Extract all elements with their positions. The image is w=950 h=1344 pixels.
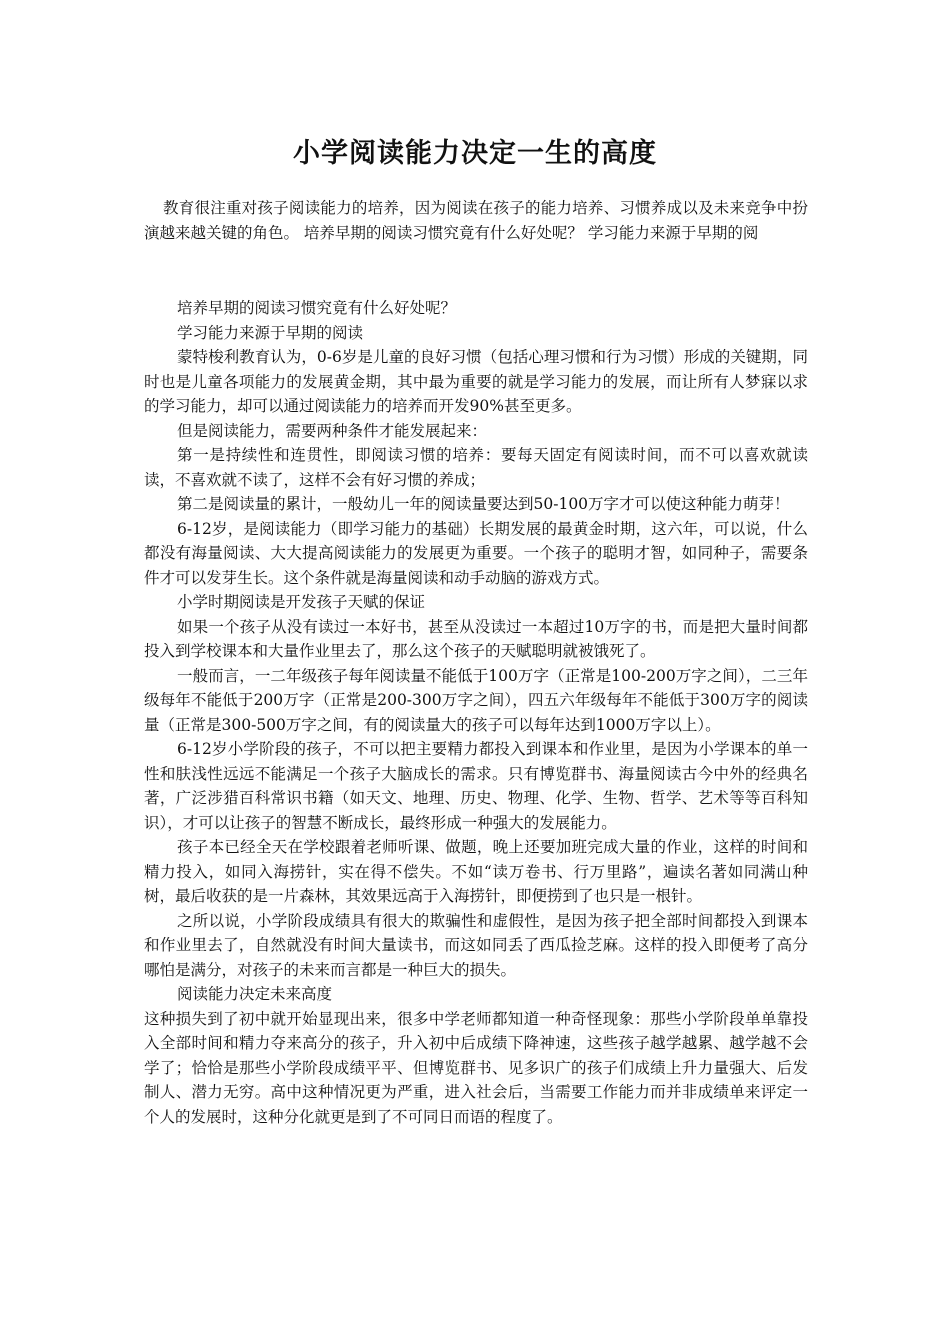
intro-paragraph: 教育很注重对孩子阅读能力的培养，因为阅读在孩子的能力培养、习惯养成以及未来竞争中扮演越来越关键的角色。 培养早期的阅读习惯究竟有什么好处呢？ 学习能力来源于早期的阅	[144, 199, 808, 242]
paragraph: 第一是持续性和连贯性，即阅读习惯的培养：要每天固定有阅读时间，而不可以喜欢就读读，不喜欢就不读了，这样不会有好习惯的养成；	[144, 446, 808, 489]
section-heading: 阅读能力决定未来高度	[177, 985, 333, 1003]
paragraph: 之所以说，小学阶段成绩具有很大的欺骗性和虚假性，是因为孩子把全部时间都投入到课本和作业里去了，自然就没有时间大量读书，而这如同丢了西瓜捡芝麻。这样的投入即便考了高分哪怕是满分，对孩子的未来而言都是一种巨大的损失。	[144, 911, 808, 979]
paragraph: 小学时期阅读是开发孩子天赋的保证	[177, 593, 426, 611]
paragraph: 但是阅读能力，需要两种条件才能发展起来：	[177, 421, 488, 440]
document-title: 小学阅读能力决定一生的高度	[293, 138, 657, 169]
paragraph: 6-12岁，是阅读能力（即学习能力的基础）长期发展的最黄金时期，这六年，可以说，什么都没有海量阅读、大大提高阅读能力的发展更为重要。一个孩子的聪明才智，如同种子，需要条件才可以发芽生长。这个条件就是海量阅读和动手动脑的游戏方式。	[144, 519, 808, 587]
paragraph: 如果一个孩子从没有读过一本好书，甚至从没读过一本超过10万字的书，而是把大量时间都投入到学校课本和大量作业里去了，那么这个孩子的天赋聪明就被饿死了。	[144, 617, 808, 660]
paragraph: 一般而言，一二年级孩子每年阅读量不能低于100万字（正常是100-200万字之间），二三年级每年不能低于200万字（正常是200-300万字之间），四五六年级每年不能低于300万字的阅读量（正常是300-500万字之间，有的阅读量大的孩子可以每年达到1000万字以上）。	[144, 666, 808, 734]
document-body	[144, 296, 808, 1129]
paragraph: 学习能力来源于早期的阅读	[177, 323, 364, 342]
paragraph: 这种损失到了初中就开始显现出来，很多中学老师都知道一种奇怪现象：那些小学阶段单单靠投入全部时间和精力夺来高分的孩子，升入初中后成绩下降神速，这些孩子越学越累、越学越不会学了；恰恰是那些小学阶段成绩平平、但博览群书、见多识广的孩子们成绩上升力量强大、后发制人、潜力无穷。高中这种情况更为严重，进入社会后，当需要工作能力而并非成绩单来评定一个人的发展时，这种分化就更是到了不可同日而语的程度了。	[144, 1009, 808, 1126]
paragraph: 蒙特梭利教育认为，0-6岁是儿童的良好习惯（包括心理习惯和行为习惯）形成的关键期，同时也是儿童各项能力的发展黄金期，其中最为重要的就是学习能力的发展，而让所有人梦寐以求的学习能力，却可以通过阅读能力的培养而开发90%甚至更多。	[144, 348, 808, 415]
paragraph: 第二是阅读量的累计，一般幼儿一年的阅读量要达到50-100万字才可以使这种能力萌芽！	[177, 495, 790, 513]
paragraph: 6-12岁小学阶段的孩子，不可以把主要精力都投入到课本和作业里，是因为小学课本的单一性和肤浅性远远不能满足一个孩子大脑成长的需求。只有博览群书、海量阅读古今中外的经典名著，广泛涉猎百科常识书籍（如天文、地理、历史、物理、化学、生物、哲学、艺术等等百科知识），才可以让孩子的智慧不断成长，最终形成一种强大的发展能力。	[144, 740, 808, 832]
paragraph: 培养早期的阅读习惯究竟有什么好处呢？	[177, 299, 457, 317]
paragraph: 孩子本已经全天在学校跟着老师听课、做题，晚上还要加班完成大量的作业，这样的时间和精力投入，如同入海捞针，实在得不偿失。不如“读万卷书、行万里路”，遍读名著如同满山种树，最后收获的是一片森林，其效果远高于入海捞针，即便捞到了也只是一根针。	[144, 838, 808, 905]
